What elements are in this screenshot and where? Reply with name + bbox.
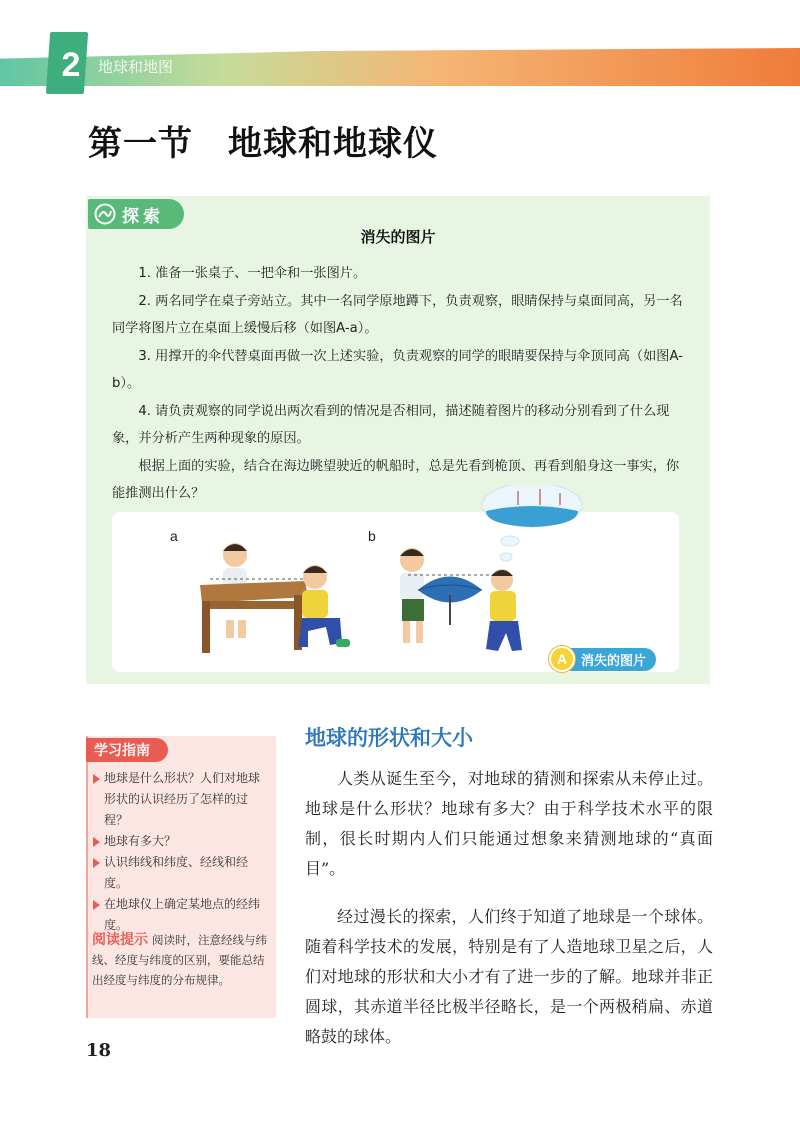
chapter-title: 地球和地图 [98,58,174,76]
explore-tag [88,199,184,229]
illustration-b [390,485,590,665]
step-2: 2. 两名同学在桌子旁站立。其中一名同学原地蹲下，负责观察，眼睛保持与桌面同高，另一名同学将图片立在桌面上缓慢后移（如图A-a）。 [112,293,683,336]
caption-badge: A [549,646,575,672]
figure-label-b: b [368,528,376,544]
illustration-a [190,535,360,660]
guide-item: 在地球仪上确定某地点的经纬度。 [92,894,270,936]
step-1: 1. 准备一张桌子、一把伞和一张图片。 [138,266,367,281]
caption-text: 消失的图片 [565,648,656,671]
subheading: 地球的形状和大小 [305,726,473,750]
study-guide-list [92,768,270,936]
chapter-number: 2 [61,45,81,84]
step-3: 3. 用撑开的伞代替桌面再做一次上述实验，负责观察的同学的眼睛要保持与伞顶同高（如图A-b）。 [112,348,683,391]
guide-item: 认识纬线和纬度、经线和经度。 [92,852,270,894]
reading-tip-label: 阅读提示 [92,932,148,948]
step-question: 根据上面的实验，结合在海边眺望驶近的帆船时，总是先看到桅顶、再看到船身这一事实，你能推测出什么？ [112,458,680,501]
section-title: 第一节 地球和地球仪 [88,124,438,164]
explore-steps [112,260,692,508]
step-4: 4. 请负责观察的同学说出两次看到的情况是否相同，描述随着图片的移动分别看到了什么现象，并分析产生两种现象的原因。 [112,403,670,446]
paragraph: 经过漫长的探索，人们终于知道了地球是一个球体。随着科学技术的发展，特别是有了人造地球卫星之后，人们对地球的形状和大小才有了进一步的了解。地球并非正圆球，其赤道半径比极半径略长，是一个两极稍扁、赤道略鼓的球体。 [305,907,713,1046]
figure-caption [549,647,656,671]
reading-tip [92,930,270,990]
explore-label: 探索 [122,206,164,227]
reading-tip-text: 阅读时，注意经线与纬线、经度与纬度的区别，要能总结出经度与纬度的分布规律。 [92,933,267,987]
study-guide-tag: 学习指南 [86,738,168,762]
guide-item: 地球是什么形状？人们对地球形状的认识经历了怎样的过程？ [92,768,270,831]
page-number: 18 [86,1040,112,1061]
figure-label-a: a [170,528,178,544]
guide-item: 地球有多大？ [92,831,270,852]
explore-icon [94,203,116,225]
body-text [305,764,713,1070]
explore-heading: 消失的图片 [360,228,436,246]
paragraph: 人类从诞生至今，对地球的猜测和探索从未停止过。地球是什么形状？地球有多大？由于科学技术水平的限制，很长时期内人们只能通过想象来猜测地球的“真面目”。 [305,769,713,878]
